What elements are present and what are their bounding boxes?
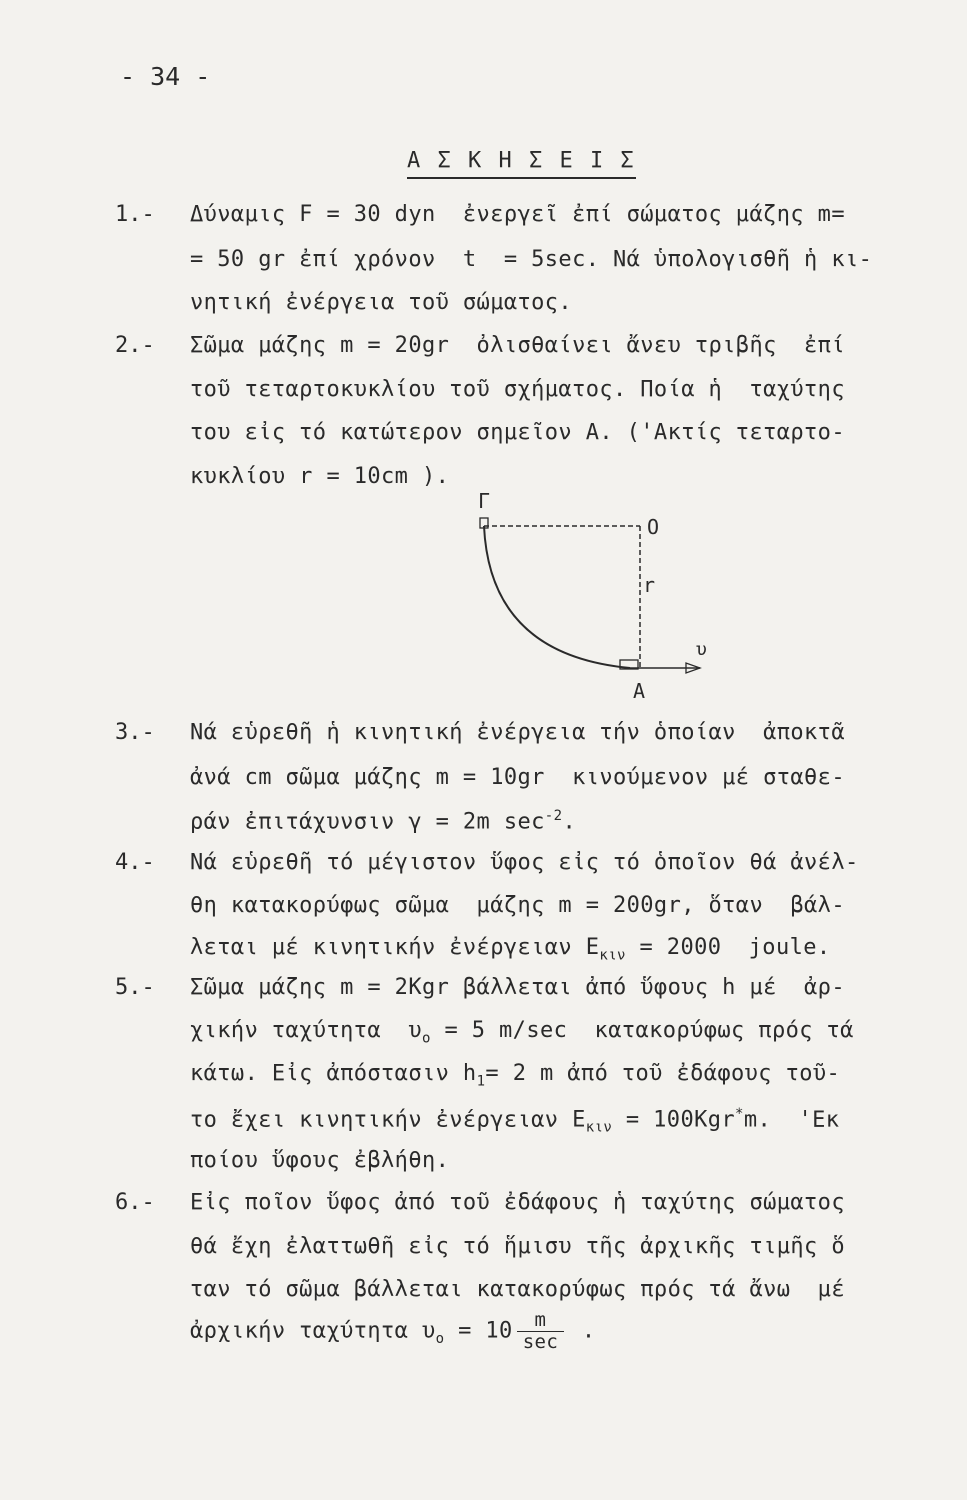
quarter-circle-figure [460, 480, 720, 700]
exercise-number: 2.- [115, 333, 155, 358]
label-radius: r [643, 573, 656, 597]
exercise-line: Σῶμα μάζης m = 2Kgr βάλλεται ἀπό ὕφους h μέ ἀρ- [190, 975, 845, 1000]
superscript: * [735, 1106, 744, 1122]
line-text: ἀρχικήν ταχύτητα υ [190, 1318, 436, 1344]
line-text: ράν ἐπιτάχυνσιν γ = 2m sec [190, 809, 545, 835]
exercise-number: 1.- [115, 202, 155, 227]
subscript: o [421, 1030, 431, 1047]
line-text: = 100Kgr [612, 1107, 736, 1133]
subscript: κιν [585, 1119, 613, 1136]
exercise-line: νητική ἐνέργεια τοῦ σώματος. [190, 290, 573, 315]
exercise-number: 6.- [115, 1190, 155, 1215]
exercise-line [190, 1106, 839, 1136]
line-text: χικήν ταχύτητα υ [190, 1018, 422, 1043]
exercise-number: 3.- [115, 720, 155, 745]
quarter-circle-diagram [460, 480, 720, 700]
line-text: = 5 m/sec κατακορύφως πρός τά [430, 1018, 854, 1043]
line-text: = 2000 joule. [625, 935, 831, 960]
line-text: . [568, 1318, 596, 1344]
subscript: 1 [476, 1073, 486, 1090]
exponent: -2 [544, 808, 563, 824]
fraction-numerator: m [517, 1310, 565, 1332]
fraction-m-over-sec [517, 1310, 565, 1353]
exercise-line [190, 1061, 840, 1089]
line-text: = 2 m ἀπό τοῦ ἐδάφους τοῦ- [485, 1061, 841, 1086]
exercise-line: Σῶμα μάζης m = 20gr ὀλισθαίνει ἄνευ τριβῆς ἐπί [190, 333, 845, 358]
line-text: = 10 [444, 1318, 513, 1344]
exercise-line: ἀνά cm σῶμα μάζης m = 10gr κινούμενον μέ σταθε- [190, 765, 845, 790]
page-number: - 34 - [120, 62, 211, 91]
exercise-line: του εἰς τό κατώτερον σημεῖον Α. ('Ακτίς τεταρτο- [190, 420, 845, 445]
line-text: λεται μέ κινητικήν ἐνέργειαν E [190, 935, 600, 960]
exercise-line: θη κατακορύφως σῶμα μάζης m = 200gr, ὅταν βάλ- [190, 893, 845, 918]
exercise-line: ποίου ὕφους ἐβλήθη. [190, 1148, 450, 1173]
exercise-line: κυκλίου r = 10cm ). [190, 464, 450, 489]
exercise-line: Νά εὑρεθῆ τό μέγιστον ὕφος εἰς τό ὁποῖον θά ἀνέλ- [190, 850, 859, 875]
exercise-line [190, 808, 576, 834]
quarter-circle-arc [484, 526, 630, 668]
exercise-line: ταν τό σῶμα βάλλεται κατακορύφως πρός τά ἄνω μέ [190, 1277, 845, 1302]
exercise-number: 5.- [115, 975, 155, 1000]
exercise-line [190, 1018, 854, 1046]
line-text: το ἔχει κινητικήν ἐνέργειαν E [190, 1107, 586, 1133]
label-o: O [647, 515, 660, 539]
fraction-denominator: sec [522, 1330, 559, 1353]
section-title: Α Σ Κ Η Σ Ε Ι Σ [407, 148, 636, 179]
exercise-line: = 50 gr ἐπί χρόνον t = 5sec. Νά ὑπολογισθῆ ἡ κι- [190, 247, 873, 272]
label-gamma: Γ [478, 489, 491, 513]
subscript: κιν [599, 947, 626, 964]
exercise-line: θά ἔχη ἐλαττωθῆ εἰς τό ἥμισυ τῆς ἀρχικῆς τιμῆς ὅ [190, 1234, 845, 1259]
exercise-line: τοῦ τεταρτοκυκλίου τοῦ σχήματος. Ποία ἡ ταχύτης [190, 377, 845, 402]
label-a: A [633, 679, 646, 700]
line-text: m. 'Εκ [743, 1107, 840, 1133]
exercise-line [190, 1310, 596, 1353]
subscript: o [435, 1330, 445, 1347]
line-text: κάτω. Εἰς ἀπόστασιν h [190, 1061, 477, 1086]
exercise-line: Δύναμις F = 30 dyn ἐνεργεῖ ἐπί σώματος μάζης m= [190, 202, 845, 227]
exercise-line: Εἰς ποῖον ὕφος ἀπό τοῦ ἐδάφους ἡ ταχύτης σώματος [190, 1190, 845, 1215]
exercise-line: Νά εὑρεθῆ ἡ κινητική ἐνέργεια τήν ὁποίαν ἀποκτᾶ [190, 720, 845, 745]
label-velocity: υ [696, 639, 707, 660]
line-text: . [562, 809, 577, 835]
exercise-number: 4.- [115, 850, 155, 875]
exercise-line [190, 935, 831, 963]
